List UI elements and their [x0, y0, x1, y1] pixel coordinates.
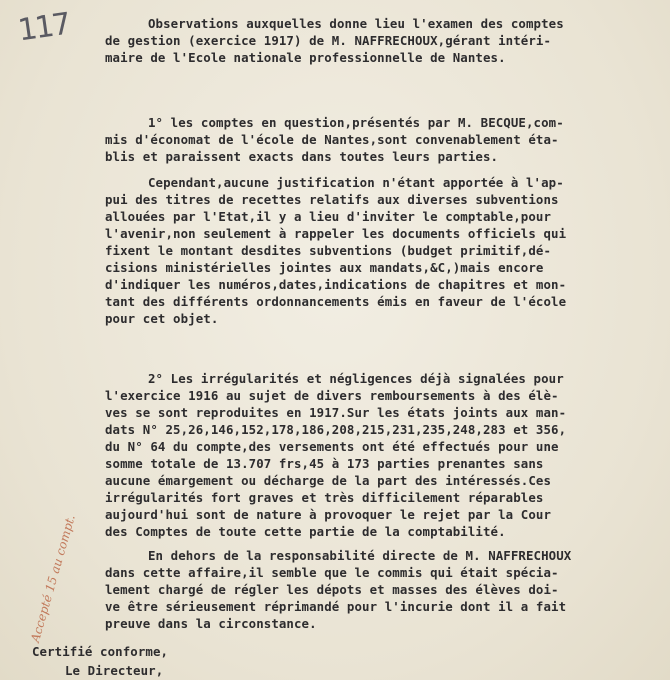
section1b-line-6: cisions ministérielles jointes aux mandats,&C,)mais encore	[105, 260, 544, 275]
section3-line-5: preuve dans la circonstance.	[105, 616, 317, 631]
title-line-3: maire de l'Ecole nationale professionnelle de Nantes.	[105, 50, 506, 65]
section2-line-4: dats N° 25,26,146,152,178,186,208,215,231,235,248,283 et 356,	[105, 422, 567, 437]
title-line-1: Observations auxquelles donne lieu l'examen des comptes	[148, 16, 564, 31]
section2-line-8: irrégularités fort graves et très difficilement réparables	[105, 490, 544, 505]
section1b-line-7: d'indiquer les numéros,dates,indications de chapitres et mon-	[105, 277, 567, 292]
section2-line-5: du N° 64 du compte,des versements ont été effectués pour une	[105, 439, 559, 454]
section2-line-9: aujourd'hui sont de nature à provoquer le rejet par la Cour	[105, 507, 552, 522]
section3-line-3: lement chargé de régler les dépots et masses des élèves doi-	[105, 582, 559, 597]
section2-line-6: somme totale de 13.707 frs,45 à 173 parties prenantes sans	[105, 456, 544, 471]
title-line-2: de gestion (exercice 1917) de M. NAFFRECHOUX,gérant intéri-	[105, 33, 552, 48]
section1b-line-1: Cependant,aucune justification n'étant apportée à l'ap-	[148, 175, 564, 190]
section1b-line-9: pour cet objet.	[105, 311, 219, 326]
section1-line-3: blis et paraissent exacts dans toutes leurs parties.	[105, 149, 499, 164]
section1b-line-5: fixent le montant desdites subventions (budget primitif,dé-	[105, 243, 552, 258]
signatory-line: Le Directeur,	[65, 663, 164, 678]
certification-line: Certifié conforme,	[32, 644, 169, 659]
section2-line-2: l'exercice 1916 au sujet de divers remboursements à des élè-	[105, 388, 559, 403]
section1b-line-4: l'avenir,non seulement à rappeler les documents officiels qui	[105, 226, 567, 241]
section1b-line-2: pui des titres de recettes relatifs aux diverses subventions	[105, 192, 559, 207]
section1b-line-3: allouées par l'Etat,il y a lieu d'inviter le comptable,pour	[105, 209, 552, 224]
margin-note-red: Accepté 15 au compt.	[28, 513, 78, 644]
section2-line-10: des Comptes de toute cette partie de la comptabilité.	[105, 524, 506, 539]
section3-line-4: ve être sérieusement réprimandé pour l'incurie dont il a fait	[105, 599, 567, 614]
section1-line-2: mis d'économat de l'école de Nantes,sont convenablement éta-	[105, 132, 559, 147]
section2-line-1: 2° Les irrégularités et négligences déjà signalées pour	[148, 371, 564, 386]
section3-line-2: dans cette affaire,il semble que le commis qui était spécia-	[105, 565, 559, 580]
section1b-line-8: tant des différents ordonnancements émis en faveur de l'école	[105, 294, 567, 309]
section1-line-1: 1° les comptes en question,présentés par M. BECQUE,com-	[148, 115, 564, 130]
folio-number: 117	[15, 6, 72, 49]
section2-line-7: aucune émargement ou décharge de la part des intéressés.Ces	[105, 473, 552, 488]
section3-line-1: En dehors de la responsabilité directe de M. NAFFRECHOUX	[148, 548, 572, 563]
section2-line-3: ves se sont reproduites en 1917.Sur les états joints aux man-	[105, 405, 567, 420]
